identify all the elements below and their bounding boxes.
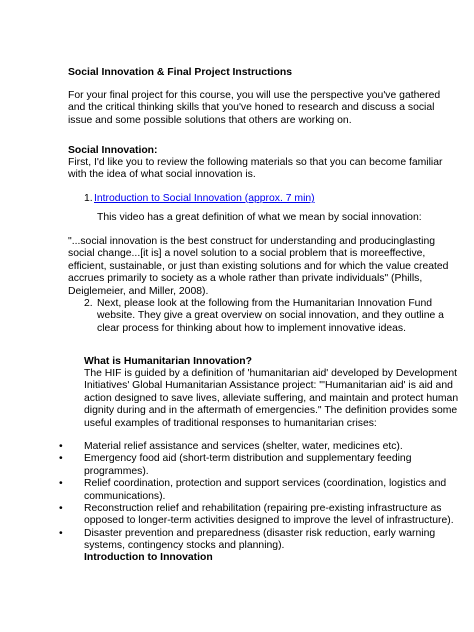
humanitarian-innovation-text: The HIF is guided by a definition of 'humanitarian aid' developed by Development Initiatives' Global Humanitarian Assistance project: "'Humanitarian aid' is aid and action designed to save lives, alleviate suffering, and maintain and protect human dignity during and in the aftermath of emergencies." The definition provides some useful examples of traditional responses to humanitarian crises: [84, 368, 459, 429]
social-innovation-intro: First, I'd like you to review the following materials so that you can become familiar with the idea of what social innovation is. [68, 157, 443, 181]
social-innovation-heading: Social Innovation: [68, 145, 158, 156]
list-number-2: 2. [84, 298, 93, 309]
introduction-to-innovation-heading: Introduction to Innovation [84, 552, 213, 563]
definition-quote: "...social innovation is the best construct for understanding and producinglasting social change...[it is] a novel solution to a social problem that is moreeffective, efficient, sustainable, or just than existing solutions and for which the value created accrues primarily to society as a whole rather than private individuals" (Phills, Deiglemeier, and Miller, 2008). [68, 236, 449, 297]
intro-social-innovation-link[interactable]: Introduction to Social Innovation (approx. 7 min) [94, 193, 315, 204]
list-number-1: 1. [84, 193, 93, 204]
video-description: This video has a great definition of what we mean by social innovation: [97, 212, 422, 223]
list-item: • Emergency food aid (short-term distribution and supplementary feeding programmes). [59, 453, 454, 478]
list-item: • Disaster prevention and preparedness (disaster risk reduction, early warning systems, contingency stocks and planning). [59, 528, 454, 553]
hif-description: Next, please look at the following from the Humanitarian Innovation Fund website. They give a great overview on social innovation, and they outline a clear process for thinking about how to implement innovative ideas. [97, 298, 444, 334]
page-title: Social Innovation & Final Project Instructions [68, 67, 293, 78]
list-item: • Relief coordination, protection and support services (coordination, logistics and communications). [59, 478, 454, 503]
list-item: • Reconstruction relief and rehabilitation (repairing pre-existing infrastructure as opposed to longer-term activities designed to improve the level of infrastructure). [59, 503, 454, 528]
humanitarian-responses-list [59, 441, 454, 553]
humanitarian-innovation-heading: What is Humanitarian Innovation? [84, 356, 252, 367]
intro-paragraph: For your final project for this course, you will use the perspective you've gathered and the critical thinking skills that you've honed to research and discuss a social issue and some possible solutions that others are working on. [68, 90, 441, 126]
list-item: • Material relief assistance and services (shelter, water, medicines etc). [59, 441, 454, 453]
